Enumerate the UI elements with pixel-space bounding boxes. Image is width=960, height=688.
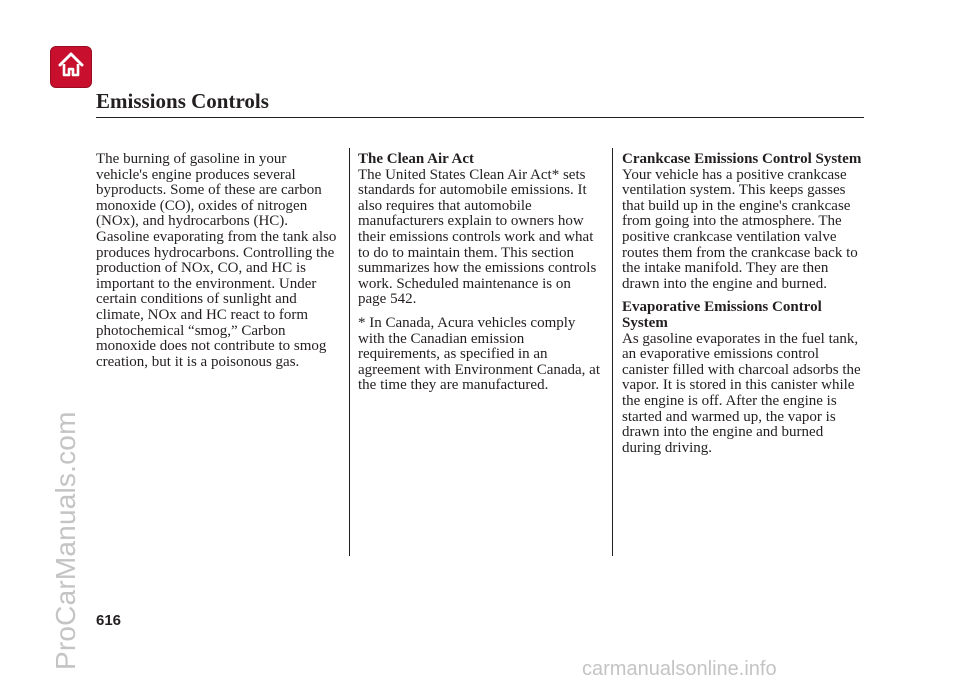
column-intro — [96, 152, 340, 378]
column-clean-air-act — [358, 152, 602, 402]
page-title: Emissions Controls — [96, 89, 269, 113]
home-button[interactable] — [50, 46, 92, 88]
page-number: 616 — [96, 612, 122, 629]
bottom-watermark: carmanualsonline.info — [582, 658, 777, 680]
home-icon — [56, 50, 86, 85]
intro-paragraph: The burning of gasoline in your vehicle's engine produces several byproducts. Some of these are carbon monoxide (CO), oxides of nitrogen (NOx), and hydrocarbons (HC). Gasoline evaporating from the tank also produces hydrocarbons. Controlling the production of NOx, CO, and HC is important to the environment. Under certain conditions of sunlight and climate, NOx and HC react to form photochemical “smog,” Carbon monoxide does not contribute to smog creation, but it is a poisonous gas. — [96, 151, 337, 370]
title-divider — [96, 117, 864, 118]
side-watermark: ProCarManuals.com — [50, 411, 81, 670]
clean-air-act-paragraph: The United States Clean Air Act* sets standards for automobile emissions. It also requires that automobile manufacturers explain to owners how their emissions controls work and what to do to maintain them. This section summarizes how the emissions controls work. Scheduled maintenance is on page 542. — [358, 166, 597, 308]
column-divider — [349, 148, 350, 556]
evaporative-heading: Evaporative Emissions Control System — [622, 299, 822, 331]
column-emission-systems — [622, 152, 866, 464]
column-divider — [612, 148, 613, 556]
crankcase-paragraph: Your vehicle has a positive crankcase ventilation system. This keeps gasses that build up in the engine's crankcase from going into the atmosphere. The positive crankcase ventilation valve routes them from the crankcase back to the intake manifold. They are then drawn into the engine and burned. — [622, 166, 858, 292]
clean-air-act-heading: The Clean Air Act — [358, 151, 474, 167]
crankcase-heading: Crankcase Emissions Control System — [622, 151, 862, 167]
evaporative-paragraph: As gasoline evaporates in the fuel tank, an evaporative emissions control canister filled with charcoal adsorbs the vapor. It is stored in this canister while the engine is off. After the engine is started and warmed up, the vapor is drawn into the engine and burned during driving. — [622, 330, 861, 456]
canada-footnote: * In Canada, Acura vehicles comply with the Canadian emission requirements, as specified in an agreement with Environment Canada, at the time they are manufactured. — [358, 314, 600, 394]
